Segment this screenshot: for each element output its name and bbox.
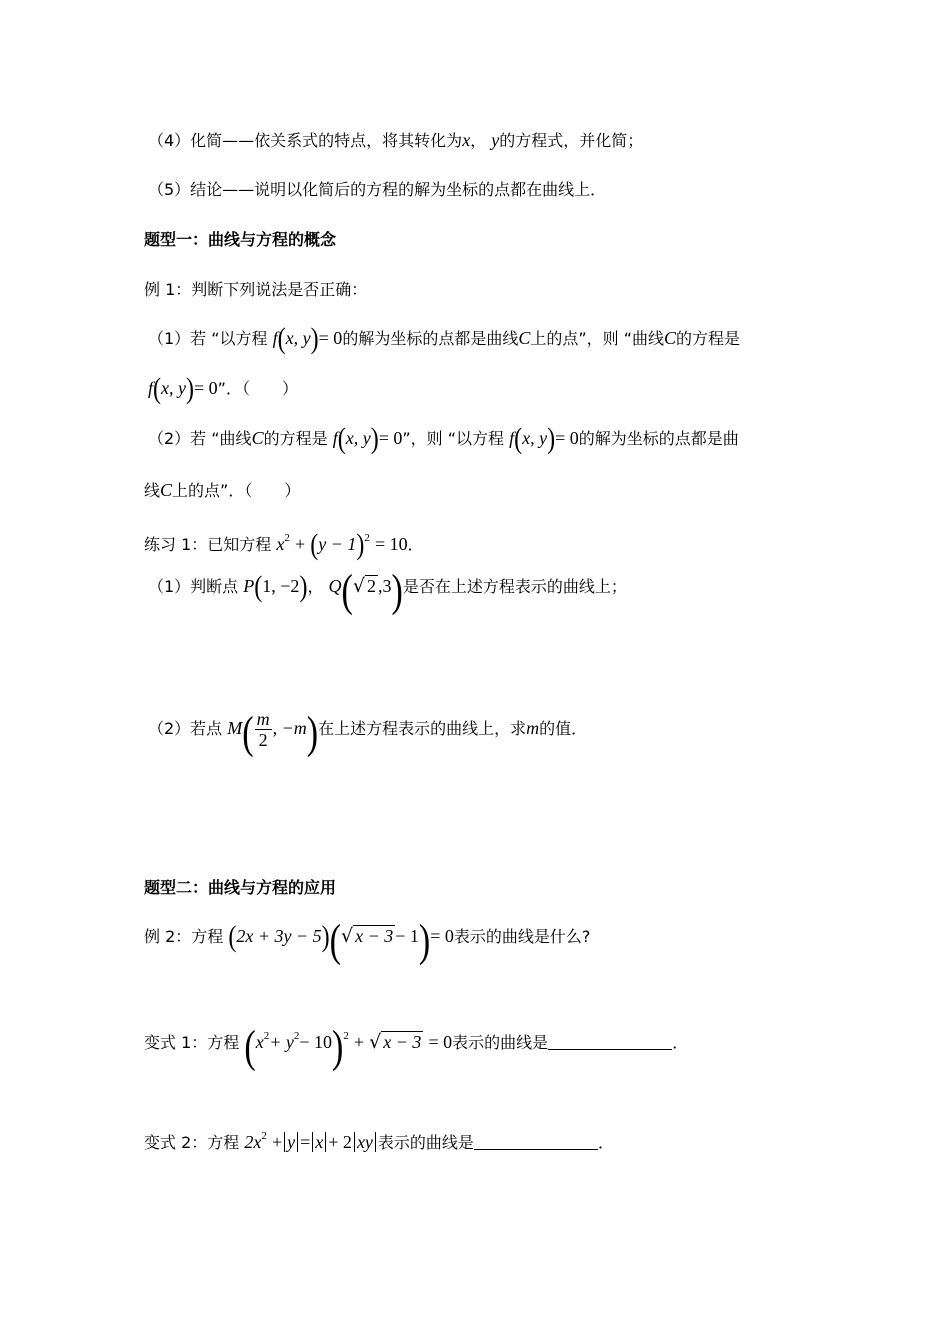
step-5-line: （5）结论——说明以化简后的方程的解为坐标的点都在曲线上． [148, 180, 607, 199]
answer-blank-1[interactable] [548, 1031, 672, 1050]
sqrt-2: √ 2 [352, 575, 376, 597]
example-1-item-2-cont: 线C上的点”．（ ） [144, 480, 301, 500]
answer-blank-2[interactable] [474, 1131, 598, 1150]
practice-1-item-2: （2）若点 M( $\frac{m}{2}$ , −m)在上述方程表示的曲线上，求m的值． [148, 708, 588, 759]
sqrt-x-minus-3: √ x − 3 [340, 925, 394, 947]
section-heading-2: 题型二：曲线与方程的应用 [144, 878, 337, 897]
step-4-line: （4）化简——依关系式的特点，将其转化为x， y的方程式，并化简； [148, 130, 644, 150]
variant-1: 变式 1：方程 $(x^2+ y^2- 10)^2$ + √ x − 3 = 0表示的曲线是 ． [144, 1022, 689, 1073]
example-1-item-1-cont: f(x, y)= 0”．（ ） [148, 372, 298, 406]
practice-1-item-1: （1）判断点 P(1, −2)， Q(√ 2 ,3)是否在上述方程表示的曲线上； [148, 566, 627, 617]
example-1-item-1: （1）若 “以方程 f(x, y)= 0的解为坐标的点都是曲线C上的点”，则 “曲线C的方程是 [148, 322, 741, 356]
practice-1-title: 练习 1：已知方程 $x^2 + (y - 1)^2 = 10$． [144, 528, 424, 562]
section-heading-1: 题型一：曲线与方程的概念 [144, 230, 337, 249]
example-1-title: 例 1：判断下列说法是否正确： [144, 280, 368, 299]
fraction-m-over-2: $\frac{m}{2}$ [256, 709, 270, 750]
example-2: 例 2：方程 (2x + 3y − 5)(√ x − 3 − 1)= 0表示的曲线是什么? [144, 916, 591, 967]
variant-2: 变式 2：方程 $2x^2 + y = x + 2$ xy 表示的曲线是 ． [144, 1130, 614, 1152]
sqrt-x-minus-3-b: √ x − 3 [369, 1031, 422, 1053]
example-1-item-2: （2）若 “曲线C的方程是 f(x, y)= 0”，则 “以方程 f(x, y)= 0的解为坐标的点都是曲 [148, 422, 739, 456]
